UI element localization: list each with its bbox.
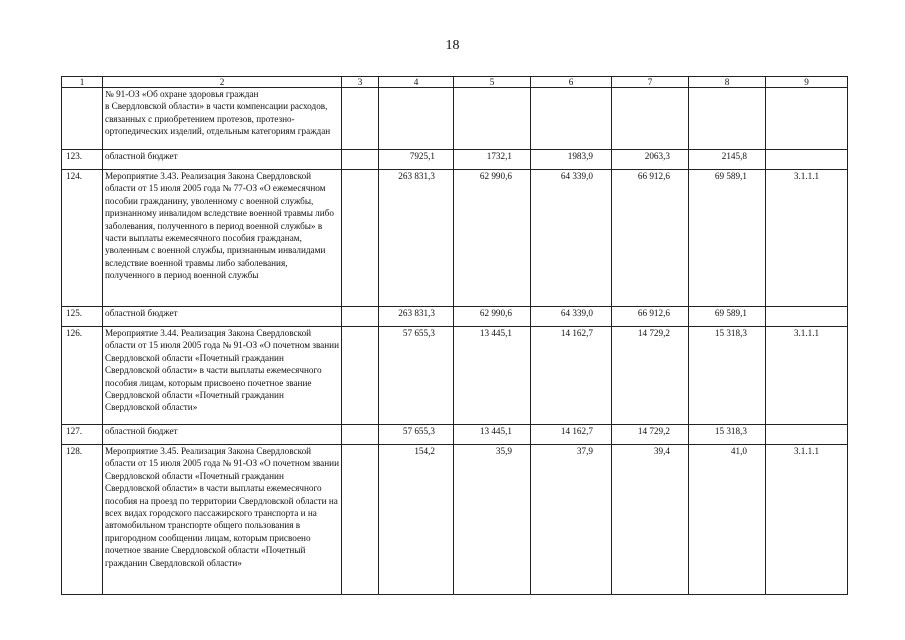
header-col-6: 6 xyxy=(531,77,612,88)
header-col-8: 8 xyxy=(689,77,766,88)
page-number: 18 xyxy=(445,38,460,53)
row-value-5: 13 445,1 xyxy=(454,425,531,445)
row-description: областной бюджет xyxy=(103,150,342,170)
row-number: 126. xyxy=(62,327,103,425)
row-value-6: 1983,9 xyxy=(531,150,612,170)
row-target-ref xyxy=(766,88,848,150)
program-table xyxy=(61,76,848,595)
header-col-5: 5 xyxy=(454,77,531,88)
row-description: Мероприятие 3.43. Реализация Закона Свердловской области от 15 июля 2005 года № 77-ОЗ «О ежемесячном пособии гражданину, уволенному с военной службы, признанному инвалидом вследствие военной травмы либо заболевания, полученного в период военной службы» в части выплаты ежемесячного пособия гражданам, уволенным с военной службы, признанным инвалидами вследствие военной травмы либо заболевания, полученного в период военной службы xyxy=(103,170,342,307)
table-row xyxy=(62,425,848,445)
table-row xyxy=(62,445,848,595)
row-value-5: 35,9 xyxy=(454,445,531,595)
row-value-5 xyxy=(454,88,531,150)
row-description: Мероприятие 3.45. Реализация Закона Свердловской области от 15 июля 2005 года № 91-ОЗ «О почетном звании Свердловской области «Почетный гражданин Свердловской области» в части выплаты ежемесячного пособия на проезд по территории Свердловской области на всех видах городского пассажирского транспорта и на автомобильном транспорте общего пользования в пригородном сообщении лицам, которым присвоено почетное звание Свердловской области «Почетный гражданин Свердловской области» xyxy=(103,445,342,595)
row-target-ref xyxy=(766,425,848,445)
row-description: № 91-ОЗ «Об охране здоровья граждан в Свердловской области» в части компенсации расходов, связанных с приобретением протезов, протезно-ортопедических изделий, отдельным категориям граждан xyxy=(103,88,342,150)
row-col-3 xyxy=(342,425,379,445)
row-value-7 xyxy=(612,88,689,150)
row-col-3 xyxy=(342,88,379,150)
row-total: 57 655,3 xyxy=(379,327,454,425)
header-col-9: 9 xyxy=(766,77,848,88)
table-row xyxy=(62,88,848,150)
row-value-6: 64 339,0 xyxy=(531,307,612,327)
row-value-8: 69 589,1 xyxy=(689,307,766,327)
header-row xyxy=(62,77,848,88)
header-col-1: 1 xyxy=(62,77,103,88)
table-row xyxy=(62,307,848,327)
row-number: 125. xyxy=(62,307,103,327)
row-total: 7925,1 xyxy=(379,150,454,170)
row-value-7: 14 729,2 xyxy=(612,327,689,425)
row-value-8: 15 318,3 xyxy=(689,327,766,425)
row-target-ref: 3.1.1.1 xyxy=(766,170,848,307)
table-row xyxy=(62,150,848,170)
table-row xyxy=(62,170,848,307)
row-description: областной бюджет xyxy=(103,307,342,327)
row-value-6: 64 339,0 xyxy=(531,170,612,307)
row-value-5: 1732,1 xyxy=(454,150,531,170)
row-description: Мероприятие 3.44. Реализация Закона Свердловской области от 15 июля 2005 года № 91-ОЗ «О почетном звании Свердловской области «Почетный гражданин Свердловской области» в части выплаты ежемесячного пособия лицам, которым присвоено почетное звание Свердловской области «Почетный гражданин Свердловской области» xyxy=(103,327,342,425)
row-value-8: 69 589,1 xyxy=(689,170,766,307)
row-number: 127. xyxy=(62,425,103,445)
header-col-2: 2 xyxy=(103,77,342,88)
row-total: 57 655,3 xyxy=(379,425,454,445)
row-total: 154,2 xyxy=(379,445,454,595)
row-col-3 xyxy=(342,445,379,595)
row-value-5: 62 990,6 xyxy=(454,307,531,327)
header-col-7: 7 xyxy=(612,77,689,88)
header-col-4: 4 xyxy=(379,77,454,88)
row-value-7: 66 912,6 xyxy=(612,170,689,307)
row-value-5: 62 990,6 xyxy=(454,170,531,307)
row-value-7: 2063,3 xyxy=(612,150,689,170)
row-target-ref xyxy=(766,150,848,170)
row-col-3 xyxy=(342,170,379,307)
row-value-6: 14 162,7 xyxy=(531,327,612,425)
row-total xyxy=(379,88,454,150)
row-number xyxy=(62,88,103,150)
row-value-6: 37,9 xyxy=(531,445,612,595)
row-target-ref: 3.1.1.1 xyxy=(766,445,848,595)
row-number: 128. xyxy=(62,445,103,595)
row-value-8: 41,0 xyxy=(689,445,766,595)
row-col-3 xyxy=(342,307,379,327)
row-value-8: 15 318,3 xyxy=(689,425,766,445)
row-target-ref xyxy=(766,307,848,327)
row-total: 263 831,3 xyxy=(379,170,454,307)
row-value-8: 2145,8 xyxy=(689,150,766,170)
row-col-3 xyxy=(342,150,379,170)
row-value-7: 14 729,2 xyxy=(612,425,689,445)
table-row xyxy=(62,327,848,425)
row-value-6 xyxy=(531,88,612,150)
row-value-6: 14 162,7 xyxy=(531,425,612,445)
row-number: 123. xyxy=(62,150,103,170)
row-value-7: 39,4 xyxy=(612,445,689,595)
row-value-5: 13 445,1 xyxy=(454,327,531,425)
row-target-ref: 3.1.1.1 xyxy=(766,327,848,425)
header-col-3: 3 xyxy=(342,77,379,88)
row-col-3 xyxy=(342,327,379,425)
row-value-8 xyxy=(689,88,766,150)
row-description: областной бюджет xyxy=(103,425,342,445)
row-number: 124. xyxy=(62,170,103,307)
row-total: 263 831,3 xyxy=(379,307,454,327)
row-value-7: 66 912,6 xyxy=(612,307,689,327)
